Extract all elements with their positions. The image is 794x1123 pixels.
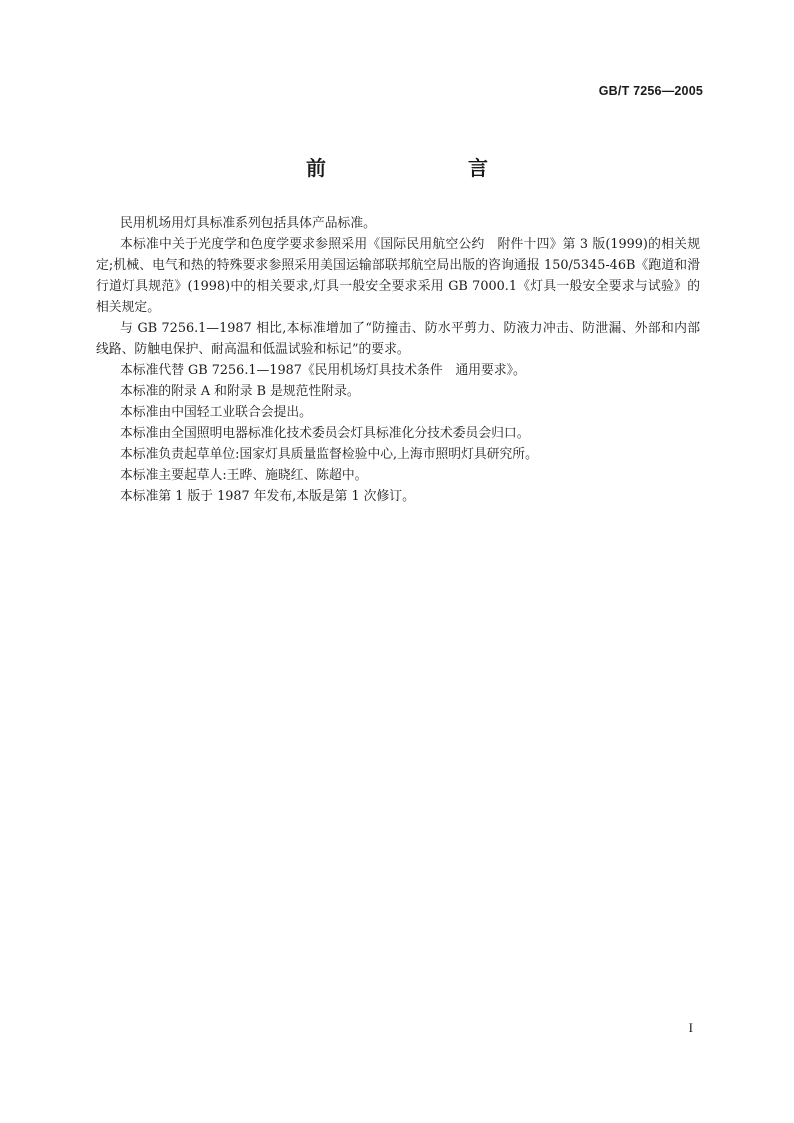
paragraph-replaces: 本标准代替 GB 7256.1—1987《民用机场灯具技术条件 通用要求》。 [120,363,526,378]
paragraph-drafting-units: 本标准负责起草单位:国家灯具质量监督检验中心,上海市照明灯具研究所。 [120,447,538,462]
paragraph-edition: 本标准第 1 版于 1987 年发布,本版是第 1 次修订。 [120,489,415,504]
paragraph-proposer: 本标准由中国轻工业联合会提出。 [120,405,312,420]
page-title: 前 言 [306,156,522,180]
paragraph-references: 本标准中关于光度学和色度学要求参照采用《国际民用航空公约 附件十四》第 3 版(1999)的相关规定;机械、电气和热的特殊要求参照采用美国运输部联邦航空局出版的咨询通报 150/5345-46B《跑道和滑行道灯具规范》(1998)中的相关要求,灯具一般安全要求采用 GB 7000.1《灯具一般安全要求与试验》的相关规定。 [96,237,700,315]
paragraph-annexes: 本标准的附录 A 和附录 B 是规范性附录。 [120,384,360,399]
paragraph-committee: 本标准由全国照明电器标准化技术委员会灯具标准化分技术委员会归口。 [120,426,530,441]
standard-code: GB/T 7256—2005 [598,84,703,98]
paragraph-drafters: 本标准主要起草人:王晔、施晓红、陈超中。 [120,468,368,483]
paragraph-changes: 与 GB 7256.1—1987 相比,本标准增加了“防撞击、防水平剪力、防液力冲击、防泄漏、外部和内部线路、防触电保护、耐高温和低温试验和标记”的要求。 [96,321,700,357]
document-body [96,213,700,507]
page-number: I [688,1020,693,1035]
paragraph-scope: 民用机场用灯具标准系列包括具体产品标准。 [120,216,376,231]
